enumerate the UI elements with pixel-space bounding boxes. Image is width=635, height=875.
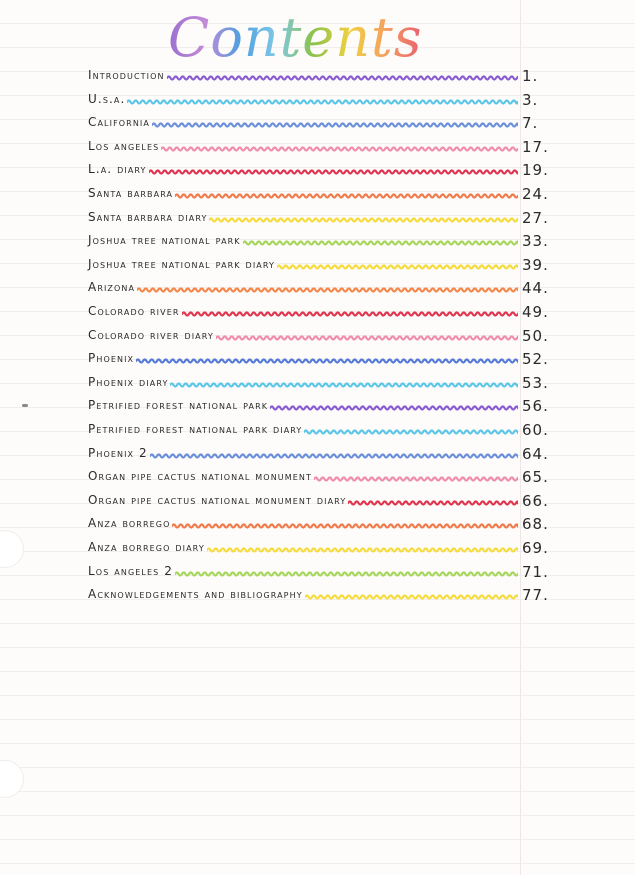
leader-squiggle-path — [305, 596, 518, 599]
leader-squiggle — [152, 113, 518, 137]
entry-page-number: 77. — [522, 586, 549, 605]
leader-squiggle-path — [314, 478, 518, 481]
leader-squiggle — [348, 491, 518, 515]
contents-entry — [0, 66, 635, 90]
title-svg — [160, 2, 423, 72]
contents-entry — [0, 231, 635, 255]
contents-entry — [0, 255, 635, 279]
entry-title: Los angeles — [88, 138, 160, 153]
entry-page-number: 66. — [522, 491, 549, 510]
leader-squiggle — [216, 326, 518, 350]
entry-title: Anza borrego diary — [88, 540, 205, 554]
contents-entry — [0, 514, 635, 538]
leader-squiggle-path — [209, 218, 518, 221]
contents-entry — [0, 208, 635, 232]
contents-entry — [0, 349, 635, 373]
entry-title: Petrified forest national park diary — [88, 422, 303, 436]
entry-title: Los angeles 2 — [88, 563, 173, 578]
entry-title: Santa barbara diary — [88, 209, 208, 224]
leader-squiggle — [314, 467, 518, 491]
contents-entry — [0, 302, 635, 326]
leader-squiggle-path — [137, 289, 518, 292]
entry-page-number: 3. — [522, 90, 539, 109]
entry-page-number: 65. — [522, 468, 549, 487]
entry-title: U.s.a. — [88, 91, 126, 106]
leader-squiggle-path — [167, 77, 518, 80]
entry-title: Phoenix 2 — [88, 445, 148, 460]
leader-squiggle — [304, 420, 518, 444]
entry-page-number: 50. — [522, 326, 549, 345]
leader-squiggle-path — [136, 360, 518, 363]
contents-entry — [0, 373, 635, 397]
leader-squiggle-path — [270, 407, 518, 410]
entry-title: Joshua tree national park diary — [88, 256, 275, 271]
entry-page-number: 56. — [522, 397, 549, 416]
leader-squiggle — [305, 585, 518, 609]
entry-title: Introduction — [88, 68, 165, 82]
entry-page-number: 60. — [522, 421, 549, 439]
entry-title: Joshua tree national park — [88, 233, 241, 248]
leader-squiggle-path — [175, 572, 518, 575]
contents-entry — [0, 420, 635, 444]
leader-squiggle-path — [149, 171, 518, 174]
leader-squiggle — [149, 160, 518, 184]
leader-squiggle — [127, 90, 518, 114]
entry-title: Anza borrego — [88, 516, 171, 531]
contents-entry — [0, 491, 635, 515]
entry-title: Acknowledgements and bibliography — [88, 587, 303, 602]
entry-title: Santa barbara — [88, 186, 174, 200]
contents-title — [160, 2, 423, 72]
entry-page-number: 68. — [522, 515, 549, 534]
entry-title: Colorado river diary — [88, 327, 214, 342]
entry-page-number: 69. — [522, 539, 549, 557]
entry-page-number: 44. — [522, 279, 549, 298]
contents-entry — [0, 278, 635, 302]
leader-squiggle — [161, 137, 518, 161]
entry-page-number: 1. — [522, 67, 539, 85]
entry-title: Phoenix — [88, 351, 135, 366]
entry-title: Petrified forest national park — [88, 398, 269, 413]
leader-squiggle — [207, 538, 518, 562]
entry-page-number: 49. — [522, 303, 549, 321]
leader-squiggle-path — [175, 195, 518, 198]
entry-page-number: 17. — [522, 137, 549, 156]
leader-squiggle — [137, 278, 518, 302]
contents-entry — [0, 396, 635, 420]
leader-squiggle-path — [172, 525, 518, 528]
leader-squiggle — [175, 562, 518, 586]
contents-entry — [0, 538, 635, 562]
leader-squiggle — [136, 349, 518, 373]
contents-entry — [0, 585, 635, 609]
entry-page-number: 24. — [522, 185, 549, 203]
leader-squiggle — [167, 66, 518, 90]
leader-squiggle-path — [152, 124, 518, 127]
punch-hole — [0, 760, 24, 798]
leader-squiggle-path — [170, 383, 518, 386]
contents-entry — [0, 90, 635, 114]
entry-title: Arizona — [88, 280, 136, 295]
page-title: Contents — [168, 6, 423, 69]
leader-squiggle-path — [243, 242, 518, 245]
entry-page-number: 64. — [522, 444, 549, 463]
entry-page-number: 7. — [522, 114, 539, 133]
contents-entry — [0, 160, 635, 184]
contents-entry — [0, 467, 635, 491]
entry-title: Organ pipe cactus national monument — [88, 469, 312, 484]
leader-squiggle-path — [207, 549, 518, 552]
entry-title: L.a. diary — [88, 162, 147, 177]
entry-page-number: 71. — [522, 562, 549, 581]
leader-squiggle — [277, 255, 518, 279]
contents-entry — [0, 113, 635, 137]
contents-entry — [0, 184, 635, 208]
leader-squiggle — [182, 302, 518, 326]
leader-squiggle — [172, 514, 518, 538]
leader-squiggle-path — [127, 100, 518, 103]
contents-entry — [0, 562, 635, 586]
entry-page-number: 52. — [522, 350, 549, 369]
entry-title: Organ pipe cactus national monument diary — [88, 492, 347, 507]
entry-page-number: 39. — [522, 255, 549, 274]
contents-entry — [0, 326, 635, 350]
leader-squiggle — [209, 208, 518, 232]
entry-title: California — [88, 115, 150, 130]
leader-squiggle-path — [348, 501, 518, 504]
entry-page-number: 19. — [522, 161, 549, 180]
leader-squiggle — [170, 373, 518, 397]
leader-squiggle — [150, 444, 518, 468]
leader-squiggle-path — [304, 431, 518, 434]
entry-title: Phoenix diary — [88, 374, 169, 389]
leader-squiggle — [243, 231, 518, 255]
entry-page-number: 27. — [522, 208, 549, 227]
leader-squiggle-path — [161, 147, 518, 150]
leader-squiggle-path — [150, 454, 518, 457]
leader-squiggle — [270, 396, 518, 420]
contents-entry — [0, 137, 635, 161]
entry-page-number: 53. — [522, 373, 549, 392]
leader-squiggle-path — [277, 265, 518, 268]
leader-squiggle-path — [182, 313, 518, 316]
leader-squiggle — [175, 184, 518, 208]
leader-squiggle-path — [216, 336, 518, 339]
entry-title: Colorado river — [88, 304, 180, 318]
entry-page-number: 33. — [522, 232, 549, 251]
contents-entry — [0, 444, 635, 468]
